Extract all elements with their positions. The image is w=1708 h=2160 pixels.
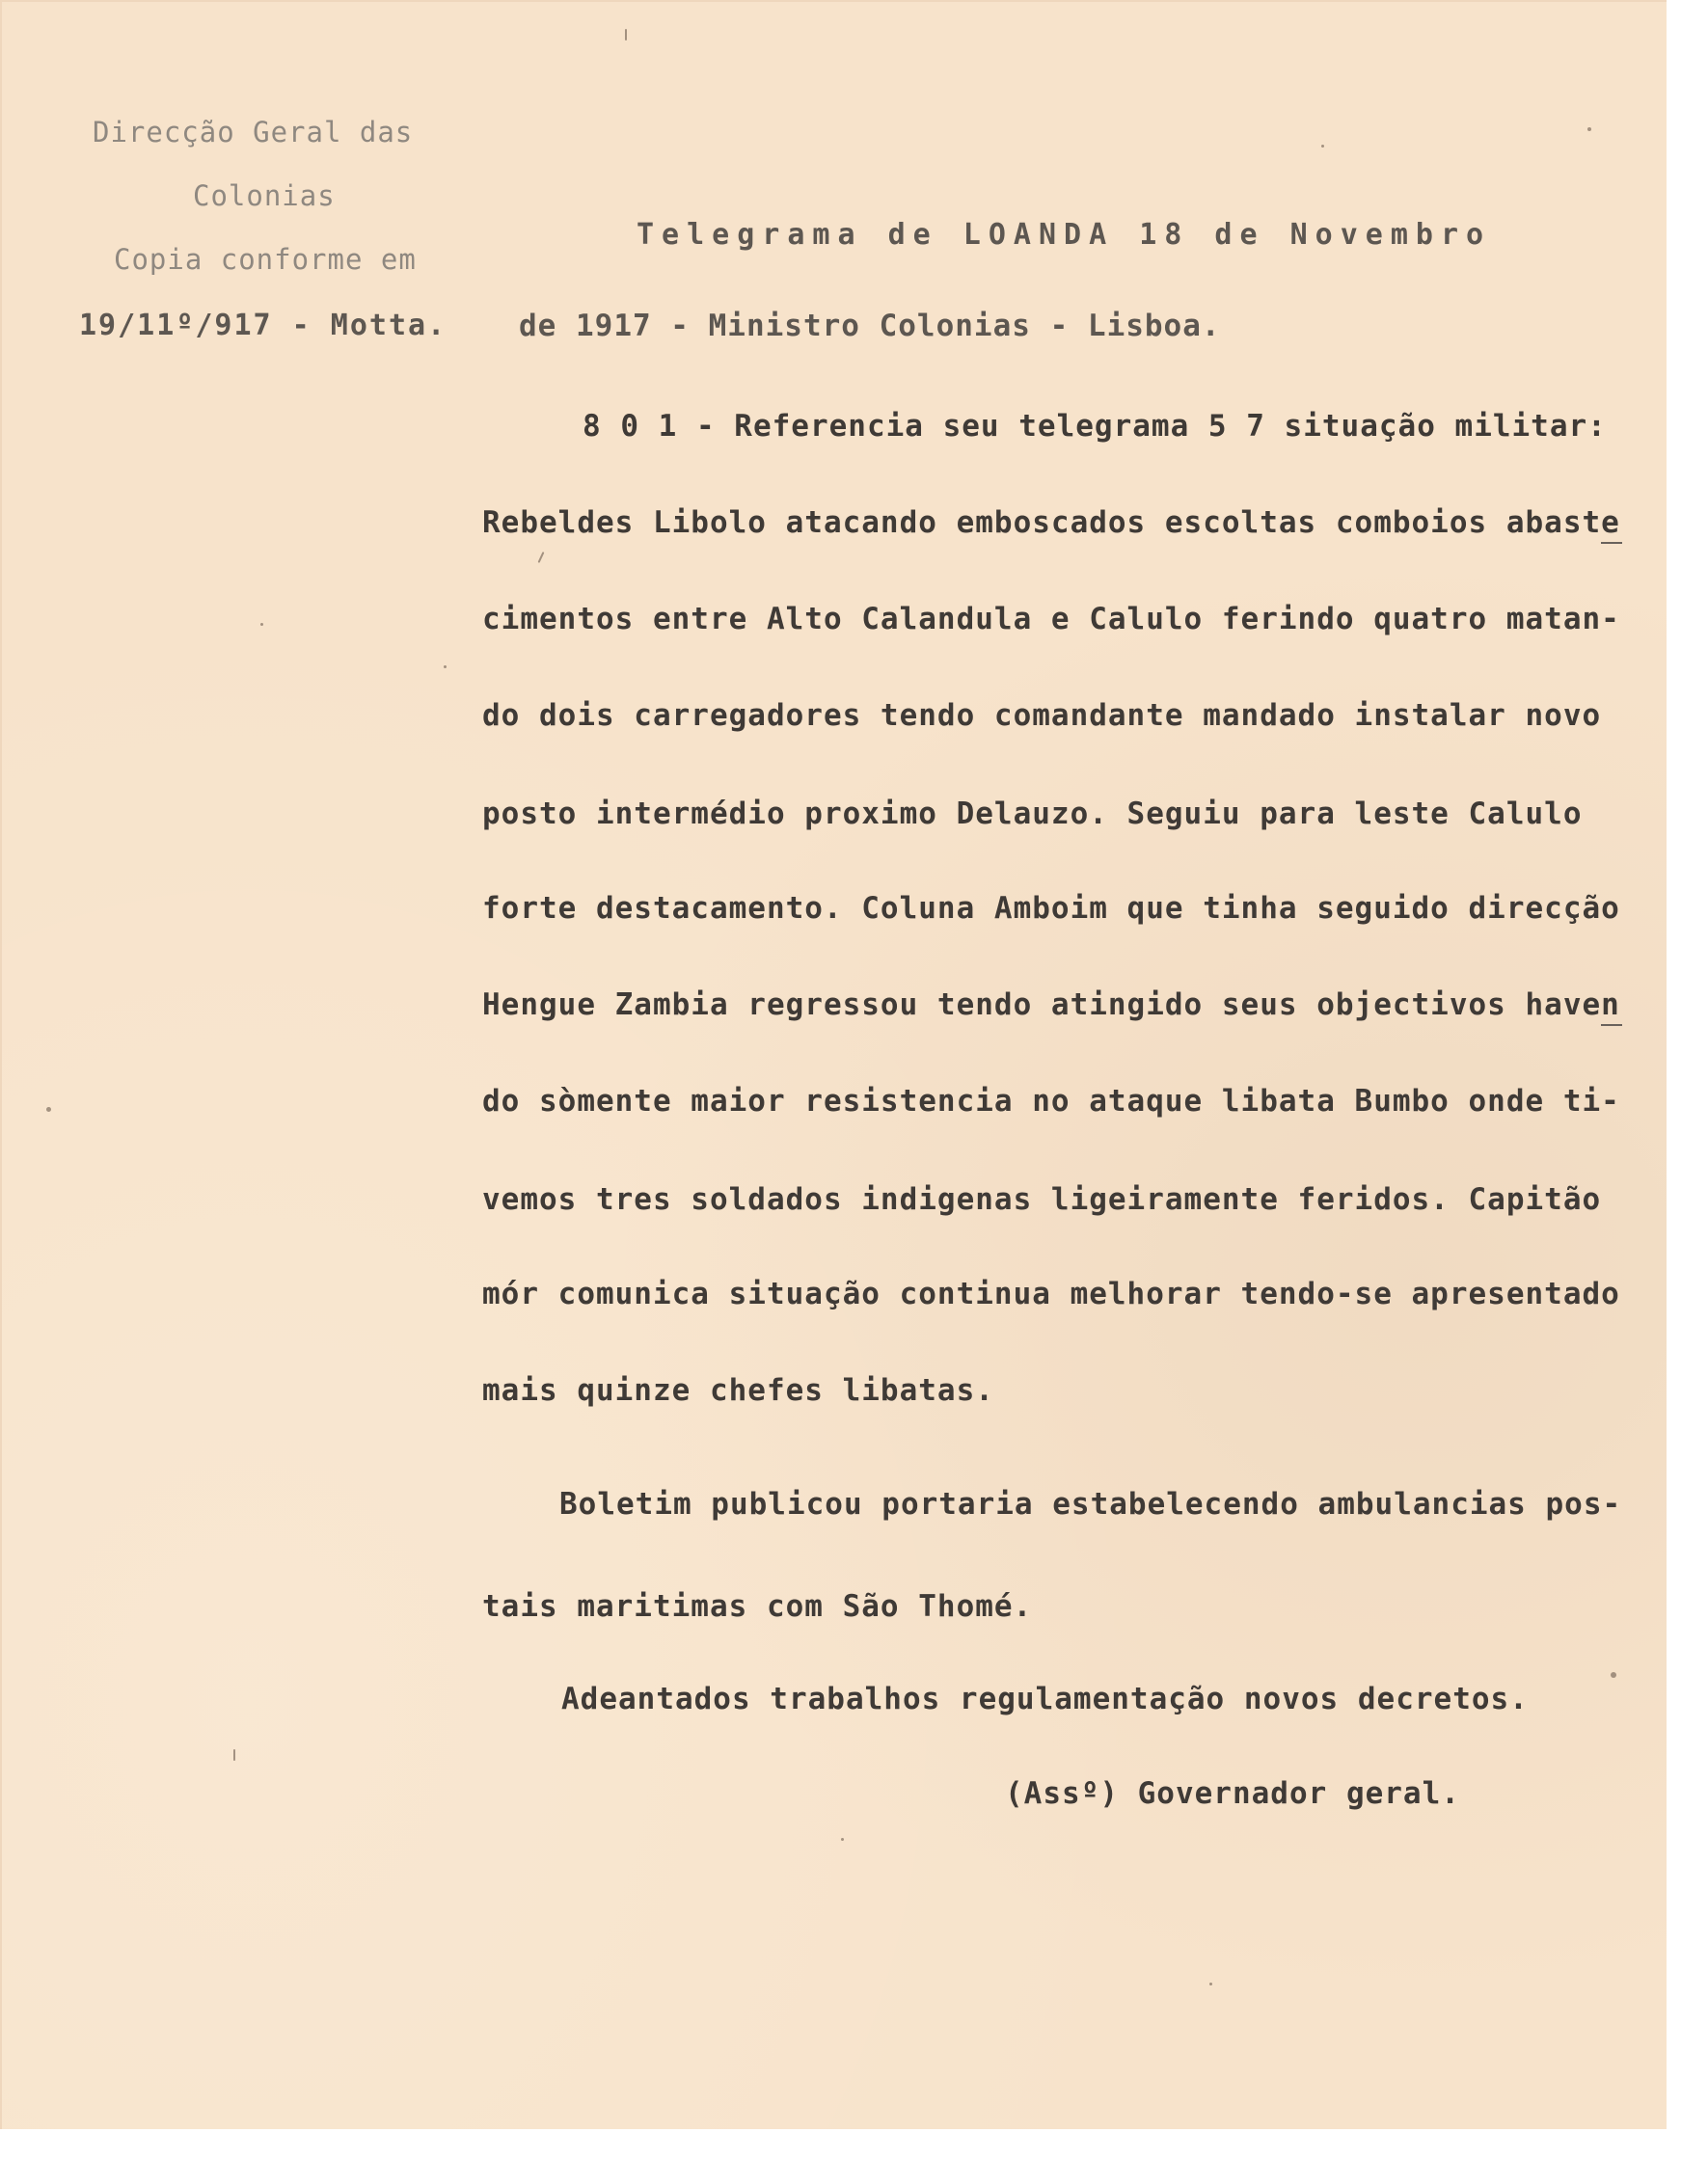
paper-speck (1611, 1672, 1616, 1678)
body-line-3: cimentos entre Alto Calandula e Calulo ferindo quatro matan- (482, 602, 1620, 636)
body-line-4: do dois carregadores tendo comandante mandado instalar novo (482, 698, 1602, 733)
typed-underline-mark (1601, 542, 1622, 544)
paper-speck (1209, 1983, 1212, 1985)
body-line-13: tais maritimas com São Thomé. (482, 1589, 1033, 1624)
body-line-14: Adeantados trabalhos regulamentação novos decretos. (561, 1682, 1529, 1716)
paper-speck (46, 1107, 51, 1112)
margin-note-line-4: 19/11º/917 - Motta. (79, 309, 447, 342)
body-line-11: mais quinze chefes libatas. (482, 1373, 994, 1408)
margin-note-line-2: Colonias (193, 179, 336, 212)
signature: (Assº) Governador geral. (1005, 1776, 1460, 1811)
telegram-heading: Telegrama de LOANDA 18 de Novembro (637, 218, 1492, 252)
body-line-1: 8 0 1 - Referencia seu telegrama 5 7 situação militar: (583, 409, 1607, 444)
margin-note-line-1: Direcção Geral das (93, 116, 414, 148)
body-line-12: Boletim publicou portaria estabelecendo ambulancias pos- (559, 1487, 1622, 1522)
telegram-heading-line-2: de 1917 - Ministro Colonias - Lisboa. (519, 309, 1221, 343)
body-line-10: mór comunica situação continua melhorar tendo-se apresentado (482, 1277, 1620, 1311)
body-line-9: vemos tres soldados indigenas ligeiramente feridos. Capitão (482, 1182, 1602, 1217)
typed-underline-mark-2 (1601, 1024, 1622, 1026)
paper-speck (260, 623, 263, 626)
paper-speck (625, 29, 627, 40)
body-line-6: forte destacamento. Coluna Amboim que tinha seguido direcção (482, 891, 1620, 926)
paper-speck (233, 1749, 235, 1761)
paper-speck (1587, 127, 1591, 131)
paper-speck (538, 552, 545, 563)
body-line-8: do sòmente maior resistencia no ataque libata Bumbo onde ti- (482, 1084, 1620, 1119)
body-line-7: Hengue Zambia regressou tendo atingido seus objectivos haven (482, 987, 1620, 1022)
margin-note-line-3: Copia conforme em (114, 243, 417, 276)
paper-speck (841, 1838, 844, 1841)
body-line-2: Rebeldes Libolo atacando emboscados escoltas comboios abaste (482, 505, 1620, 540)
paper-speck (1321, 145, 1324, 148)
body-line-5: posto intermédio proximo Delauzo. Seguiu para leste Calulo (482, 796, 1583, 831)
paper-speck (444, 665, 447, 668)
